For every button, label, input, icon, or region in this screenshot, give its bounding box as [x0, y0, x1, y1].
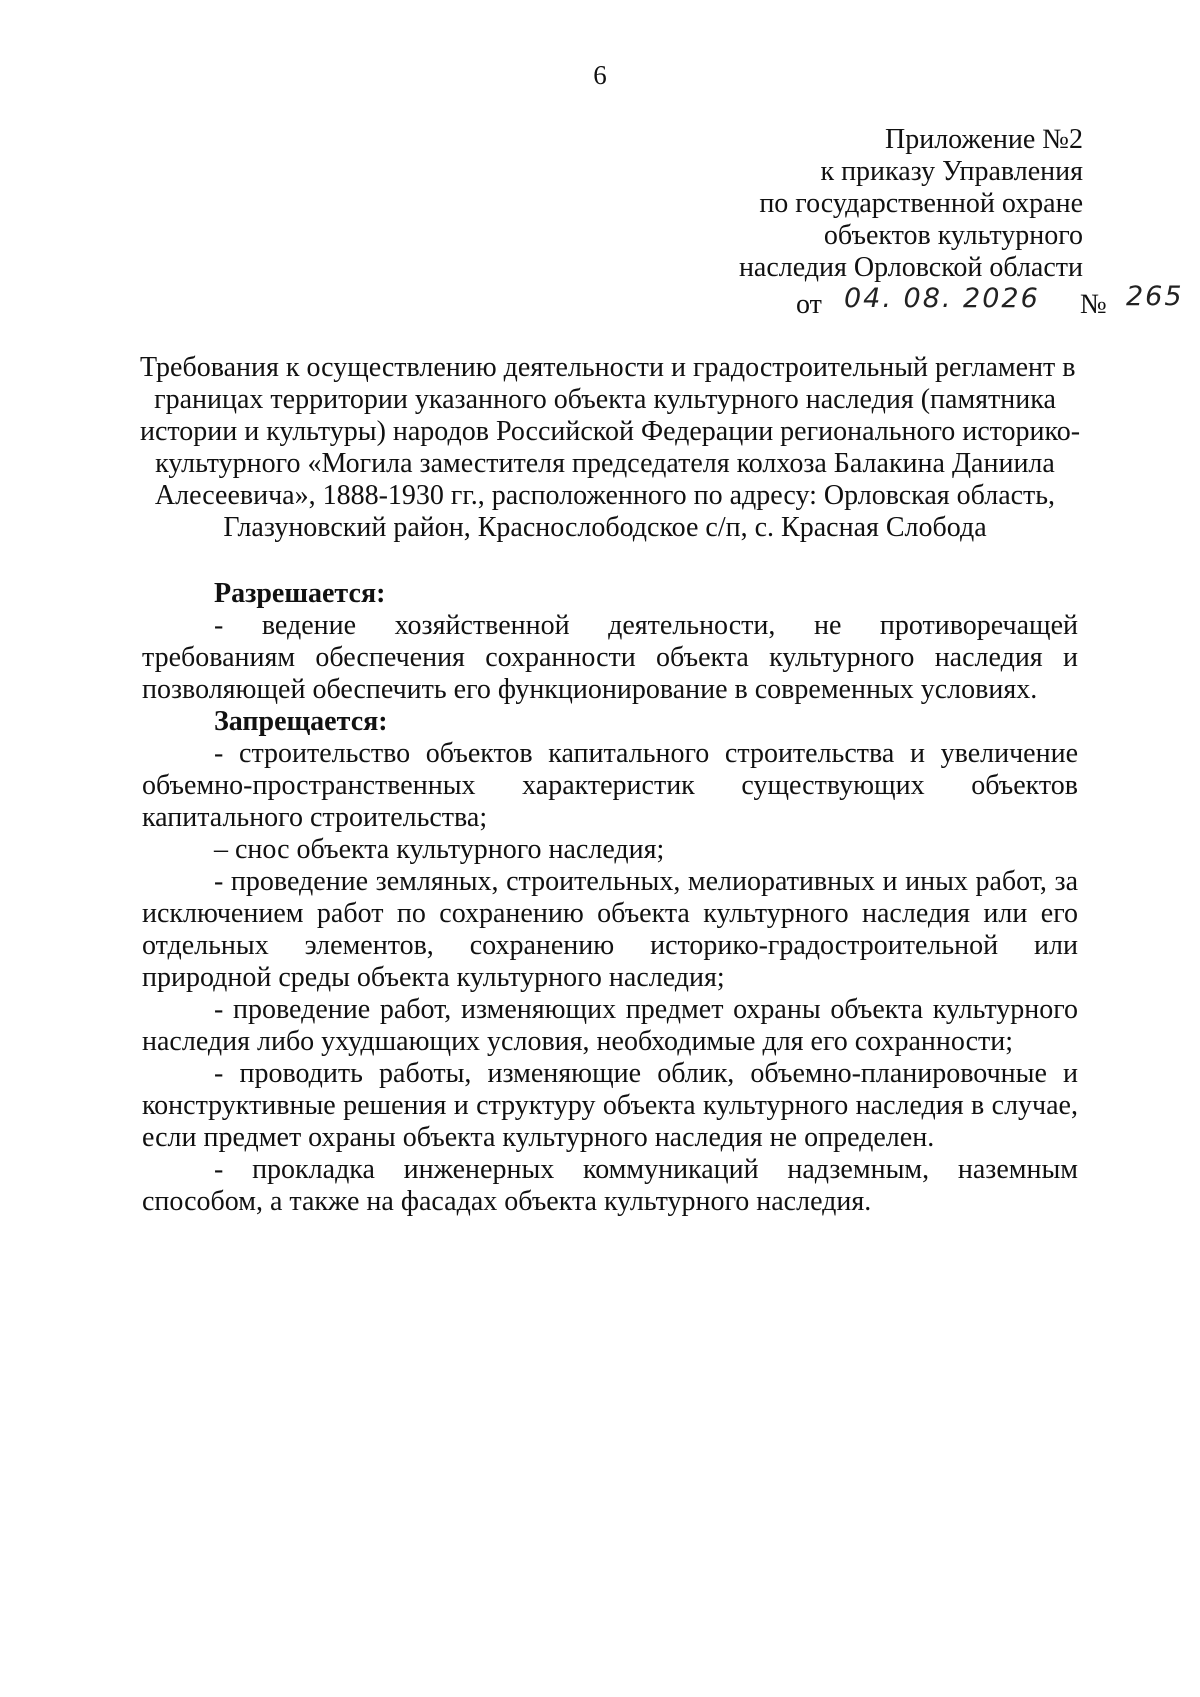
- title-line: Глазуновский район, Краснослободское с/п, с. Красная Слобода: [223, 512, 987, 543]
- title-line: истории и культуры) народов Российской Федерации регионального историко-: [140, 416, 1081, 447]
- prohibited-item: - проведение земляных, строительных, мелиоративных и иных работ, за исключением работ по сохранению объекта культурного наследия или его отдельных элементов, сохранению историко-градостроительной или природной среды объекта культурного наследия;: [142, 866, 1078, 993]
- document-body: [142, 578, 1078, 1218]
- prohibited-item: - прокладка инженерных коммуникаций надземным, наземным способом, а также на фасадах объекта культурного наследия.: [142, 1154, 1078, 1217]
- page-number: 6: [593, 60, 607, 90]
- allowed-item: - ведение хозяйственной деятельности, не противоречащей требованиям обеспечения сохранности объекта культурного наследия и позволяющей обеспечить его функционирование в современных условиях.: [142, 610, 1078, 705]
- document-title: [140, 352, 1081, 544]
- prohibited-item: - проводить работы, изменяющие облик, объемно-планировочные и конструктивные решения и структуру объекта культурного наследия в случае, если предмет охраны объекта культурного наследия не определен.: [142, 1058, 1078, 1153]
- prohibited-item: - строительство объектов капитального строительства и увеличение объемно-пространственных характеристик существующих объектов капитального строительства;: [142, 738, 1078, 833]
- appendix-line: Приложение №2: [885, 124, 1083, 155]
- handwritten-number: 265: [1126, 281, 1184, 312]
- appendix-line: наследия Орловской области: [738, 252, 1083, 283]
- appendix-line: к приказу Управления: [820, 156, 1083, 187]
- appendix-line: по государственной охране: [759, 188, 1083, 219]
- prohibited-item: - проведение работ, изменяющих предмет охраны объекта культурного наследия либо ухудшающих условия, необходимые для его сохранности;: [142, 994, 1078, 1057]
- appendix-line: объектов культурного: [823, 220, 1083, 251]
- title-line: границах территории указанного объекта культурного наследия (памятника: [154, 384, 1056, 415]
- number-label: №: [1080, 289, 1107, 320]
- title-line: Требования к осуществлению деятельности и градостроительный регламент в: [140, 352, 1076, 383]
- appendix-block: [563, 124, 1083, 284]
- title-line: культурного «Могила заместителя председателя колхоза Балакина Даниила: [155, 448, 1055, 479]
- allowed-heading: Разрешается:: [214, 578, 386, 609]
- order-date-number-line: [796, 281, 1184, 329]
- date-label: от: [796, 289, 822, 320]
- prohibited-heading: Запрещается:: [214, 706, 388, 737]
- handwritten-date: 04. 08. 2026: [844, 283, 1040, 314]
- title-line: Алесеевича», 1888-1930 гг., расположенного по адресу: Орловская область,: [154, 480, 1056, 511]
- prohibited-item: – снос объекта культурного наследия;: [214, 834, 665, 865]
